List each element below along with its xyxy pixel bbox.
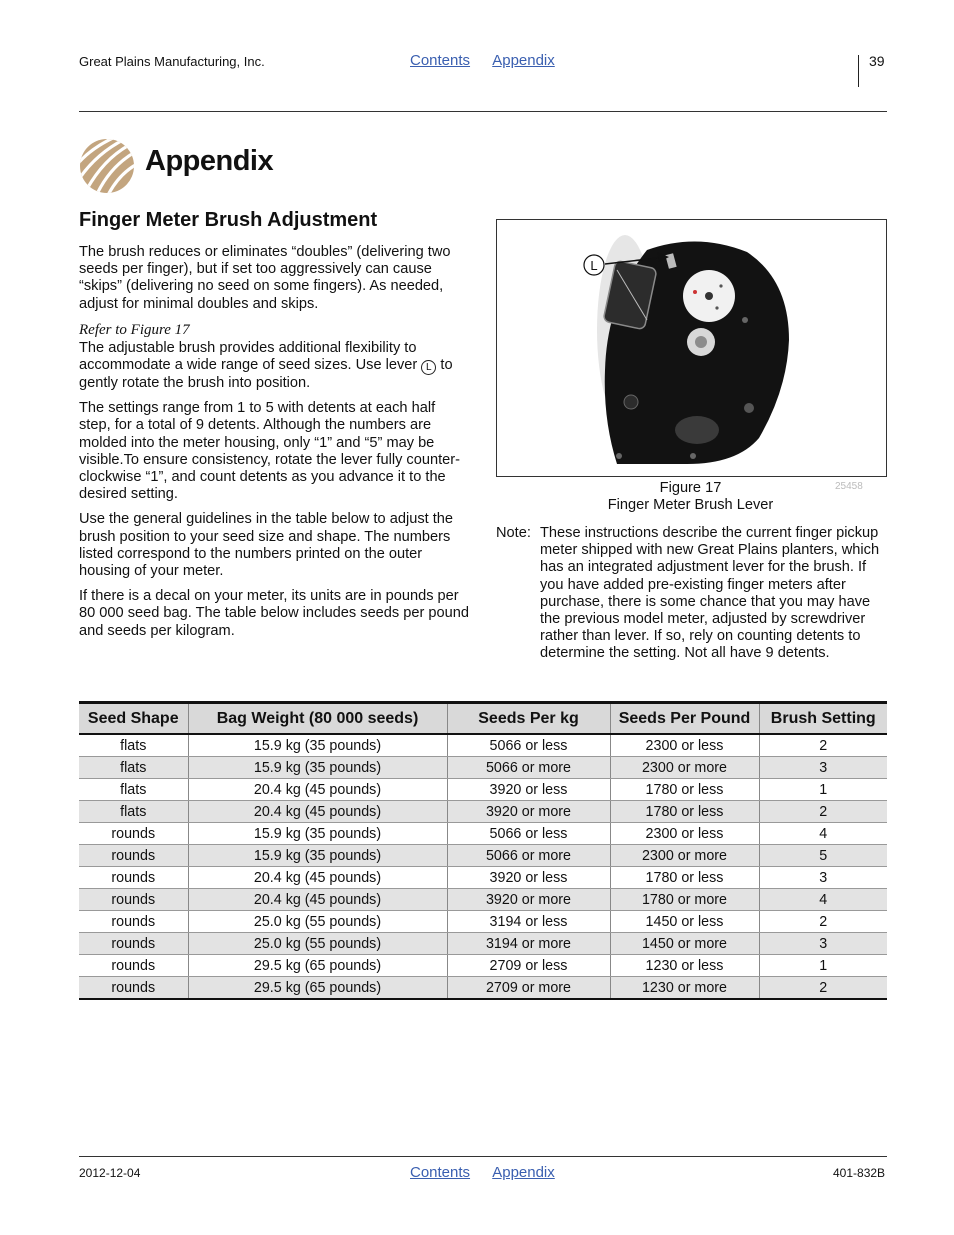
cell-brush-setting: 2 — [759, 977, 887, 1000]
table-row — [79, 823, 887, 845]
cell-seeds-per-pound: 1450 or more — [610, 933, 759, 955]
page-number: 39 — [869, 53, 885, 69]
cell-brush-setting: 2 — [759, 911, 887, 933]
cell-seed-shape: flats — [79, 801, 188, 823]
cell-seed-shape: rounds — [79, 845, 188, 867]
cell-bag-weight: 15.9 kg (35 pounds) — [188, 757, 447, 779]
cell-brush-setting: 2 — [759, 801, 887, 823]
cell-seeds-per-kg: 5066 or more — [447, 757, 610, 779]
cell-seed-shape: rounds — [79, 911, 188, 933]
col-header-seeds-per-kg: Seeds Per kg — [447, 703, 610, 735]
cell-seed-shape: rounds — [79, 889, 188, 911]
chapter-title: Appendix — [145, 145, 274, 177]
cell-brush-setting: 4 — [759, 823, 887, 845]
table-row — [79, 933, 887, 955]
cell-seeds-per-pound: 2300 or less — [610, 823, 759, 845]
note-text: These instructions describe the current finger pickup meter shipped with new Great Plains planters, which has an integrated adjustment lever for the brush. If you have added pre-existing finger meters after purchase, there is some chance that you may have the previous model meter, adjusted by screwdriver rather than lever. If so, rely on counting detents to determine the setting. Not all have 9 detents. — [540, 525, 880, 662]
header-divider — [858, 55, 859, 87]
cell-seeds-per-pound: 1780 or less — [610, 801, 759, 823]
cell-seeds-per-pound: 2300 or more — [610, 845, 759, 867]
company-name: Great Plains Manufacturing, Inc. — [79, 54, 265, 69]
table-row — [79, 955, 887, 977]
cell-bag-weight: 20.4 kg (45 pounds) — [188, 779, 447, 801]
cell-bag-weight: 15.9 kg (35 pounds) — [188, 845, 447, 867]
cell-bag-weight: 20.4 kg (45 pounds) — [188, 889, 447, 911]
col-header-bag-weight: Bag Weight (80 000 seeds) — [188, 703, 447, 735]
header-appendix-link[interactable]: Appendix — [492, 52, 555, 69]
cell-seeds-per-kg: 3920 or more — [447, 801, 610, 823]
footer-contents-link[interactable]: Contents — [410, 1164, 471, 1181]
paragraph-5: If there is a decal on your meter, its units are in pounds per 80 000 seed bag. The table below includes seeds per pound and seeds per kilogram. — [79, 588, 469, 639]
cell-seeds-per-pound: 1780 or more — [610, 889, 759, 911]
cell-seeds-per-kg: 3194 or more — [447, 933, 610, 955]
table-row — [79, 801, 887, 823]
cell-seeds-per-kg: 2709 or less — [447, 955, 610, 977]
section-title: Finger Meter Brush Adjustment — [79, 209, 378, 231]
cell-bag-weight: 25.0 kg (55 pounds) — [188, 911, 447, 933]
figure-image-id: 25458 — [835, 481, 863, 492]
cell-brush-setting: 3 — [759, 933, 887, 955]
lever-symbol: L — [421, 360, 436, 375]
cell-brush-setting: 5 — [759, 845, 887, 867]
figure-title: Finger Meter Brush Lever — [607, 497, 774, 513]
cell-seed-shape: flats — [79, 757, 188, 779]
cell-seeds-per-kg: 3920 or less — [447, 867, 610, 889]
header-nav — [410, 52, 555, 69]
paragraph-3: The settings range from 1 to 5 with detents at each half step, for a total of 9 detents. Although the numbers are molded into the meter housing, only “1” and “5” may be visible.To ensure consistency, rotate the lever fully counter-clockwise “1”, and count detents as you advance it to the desired setting. — [79, 400, 460, 503]
figure-caption — [496, 480, 885, 514]
paragraph-2-after: to gently rotate the brush into position. — [79, 357, 453, 392]
cell-seed-shape: flats — [79, 779, 188, 801]
cell-seed-shape: flats — [79, 734, 188, 757]
table-row — [79, 757, 887, 779]
table-row — [79, 779, 887, 801]
cell-seeds-per-pound: 1230 or less — [610, 955, 759, 977]
cell-brush-setting: 1 — [759, 779, 887, 801]
cell-bag-weight: 29.5 kg (65 pounds) — [188, 977, 447, 1000]
cell-seeds-per-kg: 5066 or less — [447, 734, 610, 757]
cell-bag-weight: 20.4 kg (45 pounds) — [188, 867, 447, 889]
table-row — [79, 734, 887, 757]
cell-seeds-per-pound: 1230 or more — [610, 977, 759, 1000]
col-header-brush-setting: Brush Setting — [759, 703, 887, 735]
cell-bag-weight: 25.0 kg (55 pounds) — [188, 933, 447, 955]
table-row — [79, 845, 887, 867]
paragraph-2-before: The adjustable brush provides additional flexibility to accommodate a wide range of seed sizes. Use lever — [79, 339, 418, 374]
paragraph-4: Use the general guidelines in the table below to adjust the brush position to your seed size and shape. The numbers listed correspond to the numbers printed on the outer housing of your meter. — [79, 511, 454, 580]
cell-seeds-per-pound: 2300 or less — [610, 734, 759, 757]
cell-bag-weight: 29.5 kg (65 pounds) — [188, 955, 447, 977]
footer-nav — [410, 1164, 555, 1181]
paragraph-1: The brush reduces or eliminates “doubles” (delivering two seeds per finger), but if set too aggressively can cause “skips” (delivering no seed on some fingers). As needed, adjust for minimal doubles and skips. — [79, 244, 451, 312]
paragraph-2 — [79, 340, 469, 392]
cell-bag-weight: 20.4 kg (45 pounds) — [188, 801, 447, 823]
body-text — [79, 244, 469, 648]
finger-meter-illustration — [497, 220, 886, 476]
header-contents-link[interactable]: Contents — [410, 52, 471, 69]
cell-seeds-per-pound: 1780 or less — [610, 779, 759, 801]
col-header-seeds-per-pound: Seeds Per Pound — [610, 703, 759, 735]
cell-bag-weight: 15.9 kg (35 pounds) — [188, 823, 447, 845]
note-block — [496, 525, 888, 663]
cell-seeds-per-pound: 1780 or less — [610, 867, 759, 889]
cell-seeds-per-kg: 3920 or less — [447, 779, 610, 801]
great-plains-logo-icon — [79, 137, 135, 195]
cell-seeds-per-kg: 3920 or more — [447, 889, 610, 911]
footer-appendix-link[interactable]: Appendix — [492, 1164, 555, 1181]
cell-seeds-per-kg: 5066 or less — [447, 823, 610, 845]
figure-17-photo — [496, 219, 887, 477]
cell-brush-setting: 2 — [759, 734, 887, 757]
cell-seeds-per-kg: 5066 or more — [447, 845, 610, 867]
cell-seed-shape: rounds — [79, 823, 188, 845]
cell-seed-shape: rounds — [79, 867, 188, 889]
figure-callout: L — [590, 258, 598, 273]
figure-reference: Refer to Figure 17 — [79, 321, 190, 338]
table-header-row — [79, 703, 887, 735]
table-row — [79, 977, 887, 1000]
figure-number: Figure 17 — [659, 480, 722, 496]
cell-seeds-per-kg: 3194 or less — [447, 911, 610, 933]
cell-seeds-per-pound: 2300 or more — [610, 757, 759, 779]
note-label: Note: — [496, 525, 531, 541]
cell-brush-setting: 3 — [759, 757, 887, 779]
table-row — [79, 867, 887, 889]
cell-seeds-per-pound: 1450 or less — [610, 911, 759, 933]
footer-rule — [79, 1156, 887, 1157]
cell-seed-shape: rounds — [79, 955, 188, 977]
cell-brush-setting: 1 — [759, 955, 887, 977]
table-row — [79, 911, 887, 933]
cell-seeds-per-kg: 2709 or more — [447, 977, 610, 1000]
cell-seed-shape: rounds — [79, 933, 188, 955]
brush-setting-table — [79, 701, 887, 1000]
col-header-seed-shape: Seed Shape — [79, 703, 188, 735]
footer-doc-code: 401-832B — [833, 1166, 886, 1180]
table-row — [79, 889, 887, 911]
cell-brush-setting: 3 — [759, 867, 887, 889]
footer-date: 2012-12-04 — [79, 1166, 141, 1180]
cell-bag-weight: 15.9 kg (35 pounds) — [188, 734, 447, 757]
header-rule — [79, 111, 887, 112]
cell-seed-shape: rounds — [79, 977, 188, 1000]
cell-brush-setting: 4 — [759, 889, 887, 911]
